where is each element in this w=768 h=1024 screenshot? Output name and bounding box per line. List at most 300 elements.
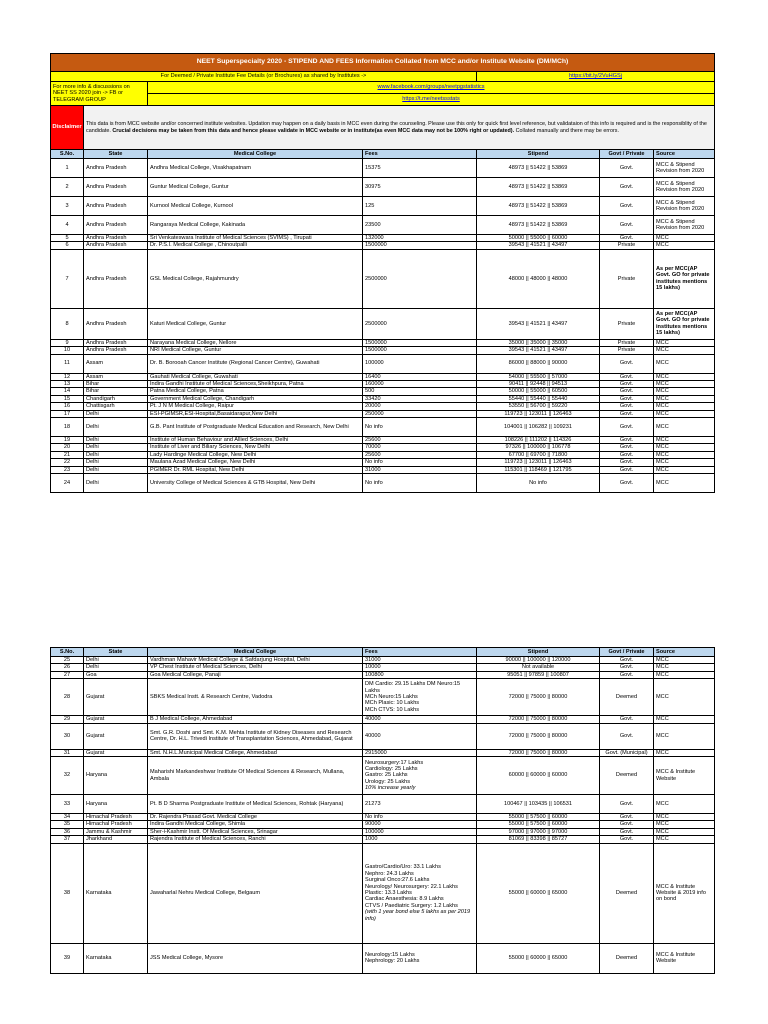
table-row [51, 159, 715, 178]
govt-cell: Private [600, 347, 654, 354]
table-row [51, 943, 715, 973]
source-cell: MCC [654, 395, 715, 402]
state-cell: Jharkhand [84, 836, 148, 843]
header-state: State [84, 648, 148, 657]
college-cell: JSS Medical College, Mysore [148, 943, 363, 973]
sno-cell: 37 [51, 836, 84, 843]
college-cell: ESI-PGIMSR,ESI-Hospital,Basaidarapur,New Delhi [148, 410, 363, 417]
state-cell: Delhi [84, 459, 148, 466]
stipend-cell: 48973 || 51422 || 53869 [477, 197, 600, 216]
sno-cell: 27 [51, 671, 84, 678]
source-cell: As per MCC(AP Govt. GO for private institutes mentions 15 lakhs) [654, 249, 715, 308]
sno-cell: 35 [51, 821, 84, 828]
source-cell: MCC [654, 828, 715, 835]
fees-cell: 125 [363, 197, 477, 216]
table-row [51, 216, 715, 235]
college-cell: Rangaraya Medical College, Kakinada [148, 216, 363, 235]
header-college: Medical College [148, 150, 363, 159]
stipend-cell: 48973 || 51422 || 53869 [477, 159, 600, 178]
disclaimer-label: Disclaimer [51, 106, 84, 150]
fees-cell: DM Cardio: 29.15 Lakhs DM Neuro:15 Lakhs MCh Neuro:15 Lakhs MCh Plasic: 10 Lakhs MCh CTVS: 10 Lakhs [363, 679, 477, 716]
table-row [51, 821, 715, 828]
state-cell: Andhra Pradesh [84, 178, 148, 197]
state-cell: Gujarat [84, 716, 148, 723]
stipend-cell: 39543 || 41521 || 43497 [477, 347, 600, 354]
stipend-cell: 48973 || 51422 || 53869 [477, 178, 600, 197]
college-cell: Gauhati Medical College, Guwahati [148, 373, 363, 380]
govt-cell: Govt. [600, 657, 654, 664]
college-cell: Smt. N.H.L.Municipal Medical College, Ahmedabad [148, 749, 363, 756]
fees-cell: 21273 [363, 795, 477, 814]
source-cell: MCC [654, 459, 715, 466]
fees-cell: 100000 [363, 354, 477, 373]
sno-cell: 15 [51, 395, 84, 402]
stipend-cell: 55000 || 57500 || 60000 [477, 821, 600, 828]
source-cell: MCC [654, 388, 715, 395]
sno-cell: 24 [51, 474, 84, 493]
fees-cell: 100000 [363, 828, 477, 835]
state-cell: Andhra Pradesh [84, 339, 148, 346]
state-cell: Himachal Pradesh [84, 814, 148, 821]
college-cell: Narayana Medical College, Nellore [148, 339, 363, 346]
college-cell: Rajendra Institute of Medical Sciences, Ranchi [148, 836, 363, 843]
fees-cell: No info [363, 459, 477, 466]
govt-cell: Govt. [600, 235, 654, 242]
table-row [51, 235, 715, 242]
fees-cell: 250000 [363, 410, 477, 417]
fees-cell: 160000 [363, 381, 477, 388]
source-cell: MCC & Stipend Revision from 2020 [654, 178, 715, 197]
sno-cell: 13 [51, 381, 84, 388]
govt-cell: Private [600, 249, 654, 308]
college-cell: Patna Medical College, Patna [148, 388, 363, 395]
sheet-title: NEET Superspecialty 2020 - STIPEND AND FEES Information Collated from MCC and/or Institute Website (DM/MCh) [51, 54, 715, 72]
govt-cell: Private [600, 339, 654, 346]
header-stipend: Stipend [477, 150, 600, 159]
govt-cell: Govt. [600, 159, 654, 178]
state-cell: Jammu & Kashmir [84, 828, 148, 835]
stipend-cell: 72000 || 75000 || 80000 [477, 749, 600, 756]
college-cell: Dr. B. Borooah Cancer Institute (Regional Cancer Centre), Guwahati [148, 354, 363, 373]
table-row [51, 373, 715, 380]
stipend-cell: 108226 || 111202 || 114326 [477, 437, 600, 444]
table-row [51, 339, 715, 346]
stipend-cell: 48973 || 51422 || 53869 [477, 216, 600, 235]
state-cell: Andhra Pradesh [84, 242, 148, 249]
stipend-cell: 100467 || 103435 || 106531 [477, 795, 600, 814]
govt-cell: Govt. [600, 451, 654, 458]
source-cell: MCC [654, 657, 715, 664]
stipend-cell: 55000 || 60000 || 65000 [477, 943, 600, 973]
state-cell: Delhi [84, 474, 148, 493]
state-cell: Chattisgarh [84, 403, 148, 410]
stipend-cell: 72000 || 75000 || 80000 [477, 723, 600, 749]
facebook-group-link[interactable]: www.facebook.com/groups/neetpgstatistics [377, 84, 485, 90]
table-row [51, 381, 715, 388]
stipend-cell: 119723 || 123011 || 126463 [477, 410, 600, 417]
govt-cell: Govt. [600, 664, 654, 671]
govt-cell: Govt. [600, 388, 654, 395]
state-cell: Goa [84, 671, 148, 678]
college-cell: Pt. J N M Medical College, Raipur [148, 403, 363, 410]
govt-cell: Private [600, 242, 654, 249]
stipend-cell: 53550 || 56700 || 59220 [477, 403, 600, 410]
college-cell: Jawaharlal Nehru Medical College, Belgaum [148, 843, 363, 943]
govt-cell: Govt. [600, 418, 654, 437]
govt-cell: Govt. [600, 373, 654, 380]
college-cell: G.B. Pant Institute of Postgraduate Medical Education and Research, New Delhi [148, 418, 363, 437]
source-cell: MCC [654, 664, 715, 671]
sno-cell: 22 [51, 459, 84, 466]
sno-cell: 28 [51, 679, 84, 716]
college-cell: Vardhman Mahavir Medical College & Safdarjung Hospital, Delhi [148, 657, 363, 664]
fees-cell: 16400 [363, 373, 477, 380]
table-row [51, 749, 715, 756]
state-cell: Delhi [84, 657, 148, 664]
stipend-cell: 35000 || 35000 || 35000 [477, 339, 600, 346]
source-cell: MCC & Stipend Revision from 2020 [654, 197, 715, 216]
more-info-label: For more info & discussions on NEET SS 2020 join -> FB or TELEGRAM GROUP [51, 82, 148, 106]
fees-cell: 90000 [363, 821, 477, 828]
college-cell: Lady Hardinge Medical College, New Delhi [148, 451, 363, 458]
govt-cell: Govt. [600, 795, 654, 814]
source-cell: MCC & Institute Website [654, 757, 715, 795]
state-cell: Andhra Pradesh [84, 235, 148, 242]
sno-cell: 2 [51, 178, 84, 197]
stipend-cell: 115301 || 118469 || 121795 [477, 466, 600, 473]
govt-cell: Govt. [600, 216, 654, 235]
header-sno: S.No. [51, 648, 84, 657]
source-cell: MCC [654, 235, 715, 242]
stipend-cell: 54000 || 55500 || 57000 [477, 373, 600, 380]
college-cell: Maulana Azad Medical College, New Delhi [148, 459, 363, 466]
college-cell: Dr. P.S.I. Medical College , Chinoutpalli [148, 242, 363, 249]
stipend-cell: 39543 || 41521 || 43497 [477, 242, 600, 249]
source-cell: MCC [654, 821, 715, 828]
stipend-cell: 119723 || 123011 || 126463 [477, 459, 600, 466]
fees-cell: Gastro/Cardio/Uro: 33.1 Lakhs Nephro: 24.3 Lakhs Surginal Onco:27.6 Lakhs Neurology/ Neurosurgery: 22.1 Lakhs Plastic: 13.3 Lakhs Cardiac Anaesthesia: 8.9 Lakhs CTVS / Paediatric Surgery: 1.2 Lakhs (with 1 year bond else 5 lakhs as per 2019 info) [363, 843, 477, 943]
sno-cell: 30 [51, 723, 84, 749]
govt-cell: Govt. [600, 178, 654, 197]
stipend-cell: 39543 || 41521 || 43497 [477, 308, 600, 339]
college-cell: Government Medical College, Chandigarh [148, 395, 363, 402]
source-cell: MCC [654, 679, 715, 716]
table-row [51, 242, 715, 249]
fees-cell: Neurosurgery:17 Lakhs Cardiology: 25 Lakhs Gastro: 25 Lakhs Urology: 25 Lakhs 10% increase yearly [363, 757, 477, 795]
stipend-cell: 81069 || 83398 || 85727 [477, 836, 600, 843]
college-cell: GSL Medical College, Rajahmundry [148, 249, 363, 308]
college-cell: Dr. Rajendra Prasad Govt. Medical College [148, 814, 363, 821]
header-govt: Govt / Private [600, 150, 654, 159]
state-cell: Himachal Pradesh [84, 821, 148, 828]
source-cell: MCC [654, 242, 715, 249]
stipend-cell: 95051 || 97859 || 100807 [477, 671, 600, 678]
fees-cell: 2500000 [363, 249, 477, 308]
table-row [51, 395, 715, 402]
stipend-cell: 72000 || 75000 || 80000 [477, 679, 600, 716]
govt-cell: Govt. [600, 828, 654, 835]
table-row [51, 347, 715, 354]
table-row [51, 388, 715, 395]
state-cell: Andhra Pradesh [84, 216, 148, 235]
header-stipend: Stipend [477, 648, 600, 657]
state-cell: Bihar [84, 381, 148, 388]
fees-cell: 40000 [363, 716, 477, 723]
header-source: Source [654, 648, 715, 657]
college-cell: VP Chest Institute of Medical Sciences, Delhi [148, 664, 363, 671]
stipend-cell: 97326 || 100000 || 106778 [477, 444, 600, 451]
stipend-cell: Not available [477, 664, 600, 671]
govt-cell: Govt. [600, 437, 654, 444]
state-cell: Delhi [84, 451, 148, 458]
sno-cell: 7 [51, 249, 84, 308]
college-cell: Smt. G.R. Doshi and Smt. K.M. Mehta Institute of Kidney Diseases and Research Centre, Dr. H.L. Trivedi Institute of Transplantation Sciences, Ahmedabad, Gujarat [148, 723, 363, 749]
govt-cell: Govt. [600, 381, 654, 388]
govt-cell: Govt. [600, 836, 654, 843]
fees-cell: Neurology:15 Lakhs Nephrology: 20 Lakhs [363, 943, 477, 973]
govt-cell: Govt. [600, 814, 654, 821]
fees-cell: 1500000 [363, 339, 477, 346]
state-cell: Assam [84, 373, 148, 380]
state-cell: Andhra Pradesh [84, 197, 148, 216]
college-cell: Sher-i-Kashmir Instt. Of Medical Sciences, Srinagar [148, 828, 363, 835]
stipend-cell: 50000 || 55000 || 60000 [477, 235, 600, 242]
govt-cell: Govt. [600, 395, 654, 402]
college-cell: Indira Gandhi Medical College, Shimla [148, 821, 363, 828]
sno-cell: 20 [51, 444, 84, 451]
state-cell: Karnataka [84, 843, 148, 943]
state-cell: Gujarat [84, 749, 148, 756]
table-row [51, 444, 715, 451]
stipend-cell: 104001 || 106282 || 109231 [477, 418, 600, 437]
state-cell: Andhra Pradesh [84, 308, 148, 339]
stipend-cell: 55000 || 60000 || 65000 [477, 843, 600, 943]
govt-cell: Govt. [600, 671, 654, 678]
govt-cell: Govt. [600, 466, 654, 473]
fees-cell: No info [363, 814, 477, 821]
fees-cell: 2915000 [363, 749, 477, 756]
sno-cell: 8 [51, 308, 84, 339]
state-cell: Andhra Pradesh [84, 249, 148, 308]
fees-cell: No info [363, 418, 477, 437]
stipend-cell: 60000 || 60000 || 60000 [477, 757, 600, 795]
sno-cell: 12 [51, 373, 84, 380]
sno-cell: 9 [51, 339, 84, 346]
state-cell: Andhra Pradesh [84, 159, 148, 178]
table-row [51, 671, 715, 678]
college-cell: Andhra Medical College, Visakhapatnam [148, 159, 363, 178]
table-row [51, 410, 715, 417]
state-cell: Andhra Pradesh [84, 347, 148, 354]
source-cell: MCC [654, 410, 715, 417]
college-cell: PGIMER Dr. RML Hospital, New Delhi [148, 466, 363, 473]
table-row [51, 403, 715, 410]
sno-cell: 17 [51, 410, 84, 417]
header-govt: Govt / Private [600, 648, 654, 657]
source-cell: MCC [654, 381, 715, 388]
govt-cell: Govt. [600, 716, 654, 723]
stipend-cell: 55000 || 57500 || 60000 [477, 814, 600, 821]
govt-cell: Private [600, 308, 654, 339]
college-cell: Indira Gandhi Institute of Medical Sciences,Sheikhpura, Patna [148, 381, 363, 388]
sno-cell: 6 [51, 242, 84, 249]
header-source: Source [654, 150, 715, 159]
sno-cell: 25 [51, 657, 84, 664]
header-sno: S.No. [51, 150, 84, 159]
source-cell: MCC [654, 716, 715, 723]
stipend-cell: 50000 || 55000 || 60500 [477, 388, 600, 395]
fees-cell: 1500000 [363, 347, 477, 354]
stipend-cell: 72000 || 75000 || 80000 [477, 716, 600, 723]
govt-cell: Deemed [600, 679, 654, 716]
college-cell: Maharishi Markandeshwar Institute Of Medical Sciences & Research, Mullana, Ambala [148, 757, 363, 795]
source-cell: MCC [654, 444, 715, 451]
sno-cell: 39 [51, 943, 84, 973]
source-cell: MCC [654, 814, 715, 821]
disclaimer-text: This data is from MCC website and/or concerned institute websites. Updation may happen on a daily basis in MCC even during the counseling. Please use this only for quick first level reference, but validataion of this info is required and is the responsiblity of the candidate. Crucial decisions may be taken from this data and hence please validate in MCC website or in institute(as even MCC data may not be 100% right or updated). Collated manually and there may be errors. [84, 106, 715, 150]
table-row [51, 249, 715, 308]
sno-cell: 5 [51, 235, 84, 242]
table-row [51, 437, 715, 444]
source-cell: MCC [654, 437, 715, 444]
fees-cell: 10000 [363, 664, 477, 671]
table-row [51, 354, 715, 373]
college-cell: Institute of Human Behaviour and Allied Sciences, Delhi [148, 437, 363, 444]
fees-cell: 132000 [363, 235, 477, 242]
telegram-group-link[interactable]: https://t.me/neetssstats [402, 96, 460, 102]
state-cell: Delhi [84, 664, 148, 671]
table-row [51, 178, 715, 197]
fees-cell: No info [363, 474, 477, 493]
deemed-fee-label: For Deemed / Private Institute Fee Details (or Brochures) as shared by Institutes -> [51, 72, 477, 82]
sno-cell: 31 [51, 749, 84, 756]
source-cell: MCC & Institute Website & 2019 info on bond [654, 843, 715, 943]
sno-cell: 21 [51, 451, 84, 458]
fees-cell: 500 [363, 388, 477, 395]
fees-cell: 30975 [363, 178, 477, 197]
fees-cell: 1500000 [363, 242, 477, 249]
govt-cell: Govt. [600, 410, 654, 417]
source-cell: MCC [654, 451, 715, 458]
state-cell: Delhi [84, 437, 148, 444]
fees-table-top [50, 53, 714, 493]
source-cell: MCC [654, 347, 715, 354]
govt-cell: Govt. [600, 459, 654, 466]
college-cell: University College of Medical Sciences & GTB Hospital, New Delhi [148, 474, 363, 493]
table-row [51, 836, 715, 843]
college-cell: Pt. B D Sharma Postgraduate Institute of Medical Sciences, Rohtak (Haryana) [148, 795, 363, 814]
fees-cell: 23500 [363, 216, 477, 235]
sno-cell: 19 [51, 437, 84, 444]
source-cell: MCC & Stipend Revision from 2020 [654, 216, 715, 235]
college-cell: Katuri Medical College, Guntur [148, 308, 363, 339]
deemed-fee-link[interactable]: https://bit.ly/2VuHGSj [569, 73, 622, 80]
table-row [51, 451, 715, 458]
state-cell: Delhi [84, 418, 148, 437]
fees-cell: 2500000 [363, 308, 477, 339]
state-cell: Haryana [84, 795, 148, 814]
sno-cell: 32 [51, 757, 84, 795]
fees-table-bottom [50, 647, 714, 974]
header-fees: Fees [363, 150, 477, 159]
govt-cell: Govt. [600, 723, 654, 749]
source-cell: MCC [654, 466, 715, 473]
source-cell: MCC [654, 474, 715, 493]
stipend-cell: 86000 || 88000 || 90000 [477, 354, 600, 373]
table-row [51, 474, 715, 493]
fees-cell: 33420 [363, 395, 477, 402]
source-cell: MCC [654, 403, 715, 410]
stipend-cell: 90411 || 92448 || 94513 [477, 381, 600, 388]
fees-cell: 70000 [363, 444, 477, 451]
sno-cell: 36 [51, 828, 84, 835]
fees-cell: 15375 [363, 159, 477, 178]
govt-cell: Govt. [600, 197, 654, 216]
college-cell: Goa Medical College, Panaji [148, 671, 363, 678]
stipend-cell: No info [477, 474, 600, 493]
fees-cell: 1000 [363, 836, 477, 843]
fees-cell: 20000 [363, 403, 477, 410]
sno-cell: 1 [51, 159, 84, 178]
college-cell: SBKS Medical Instt. & Research Centre, Vadodra [148, 679, 363, 716]
source-cell: MCC [654, 354, 715, 373]
fees-note: 10% increase yearly [365, 785, 416, 792]
college-cell: Kurnool Medical College, Kurnool [148, 197, 363, 216]
govt-cell: Govt. [600, 474, 654, 493]
fees-cell: 40000 [363, 723, 477, 749]
table-row [51, 679, 715, 716]
state-cell: Delhi [84, 410, 148, 417]
fees-cell: 25600 [363, 451, 477, 458]
source-cell: MCC [654, 671, 715, 678]
state-cell: Karnataka [84, 943, 148, 973]
table-row [51, 757, 715, 795]
govt-cell: Govt. [600, 403, 654, 410]
college-cell: Guntur Medical College, Guntur [148, 178, 363, 197]
table-row [51, 664, 715, 671]
state-cell: Gujarat [84, 679, 148, 716]
sno-cell: 23 [51, 466, 84, 473]
sno-cell: 34 [51, 814, 84, 821]
sno-cell: 38 [51, 843, 84, 943]
state-cell: Delhi [84, 466, 148, 473]
sno-cell: 3 [51, 197, 84, 216]
sno-cell: 18 [51, 418, 84, 437]
state-cell: Chandigarh [84, 395, 148, 402]
sno-cell: 26 [51, 664, 84, 671]
source-cell: MCC & Institute Website [654, 943, 715, 973]
sno-cell: 29 [51, 716, 84, 723]
fees-cell: 31000 [363, 466, 477, 473]
state-cell: Assam [84, 354, 148, 373]
state-cell: Delhi [84, 444, 148, 451]
state-cell: Haryana [84, 757, 148, 795]
table-row [51, 459, 715, 466]
state-cell: Gujarat [84, 723, 148, 749]
source-cell: MCC & Stipend Revision from 2020 [654, 159, 715, 178]
header-state: State [84, 150, 148, 159]
fees-note: (with 1 year bond else 5 lakhs as per 2019 info) [365, 909, 471, 922]
sno-cell: 4 [51, 216, 84, 235]
stipend-cell: 55440 || 55440 || 55440 [477, 395, 600, 402]
govt-cell: Deemed [600, 757, 654, 795]
govt-cell: Govt. [600, 444, 654, 451]
govt-cell: Govt. [600, 354, 654, 373]
source-cell: MCC [654, 749, 715, 756]
table-row [51, 843, 715, 943]
source-cell: MCC [654, 836, 715, 843]
state-cell: Bihar [84, 388, 148, 395]
